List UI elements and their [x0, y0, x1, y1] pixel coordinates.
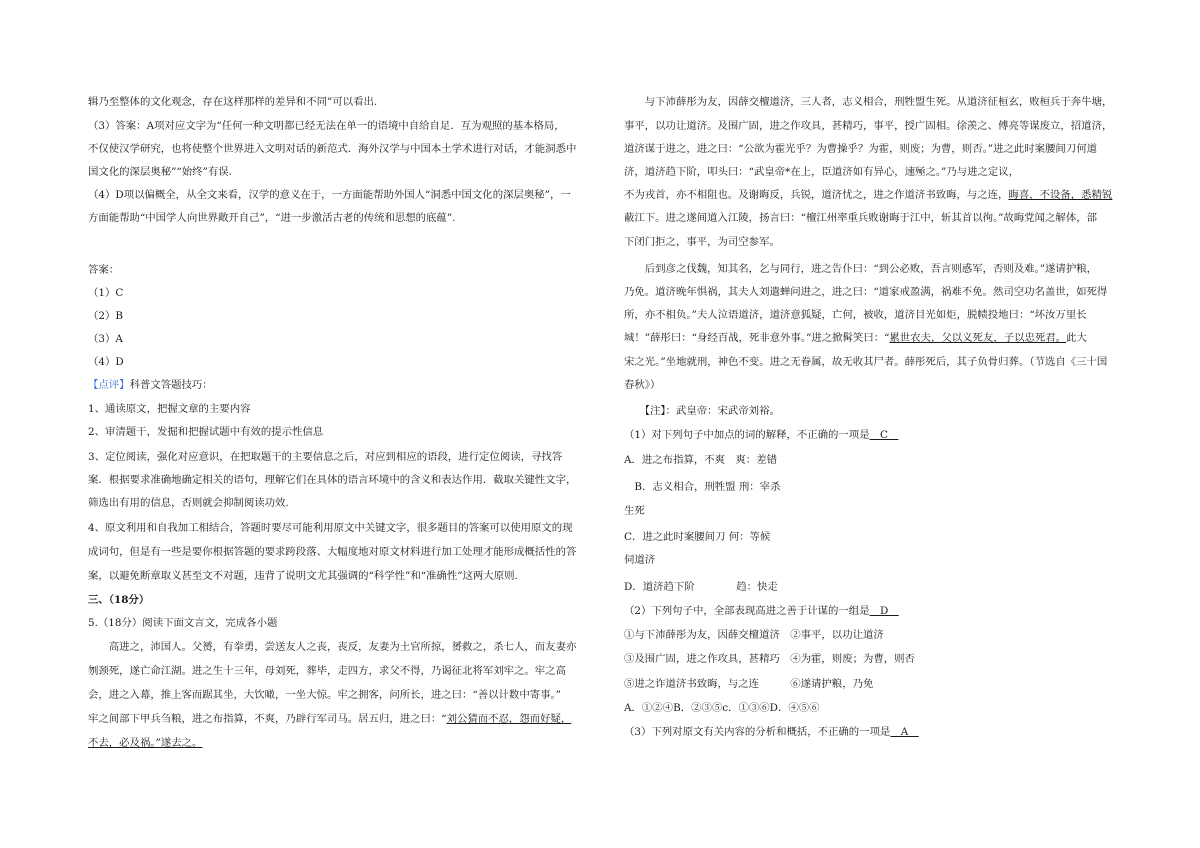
- option-line: B．志义相合，刑牲盟 刑：宰杀: [624, 481, 781, 493]
- option-line: A．进之布指算，不爽 爽：差错: [624, 454, 777, 466]
- text-line: 1、通读原文，把握文章的主要内容: [88, 403, 251, 415]
- comment-line: 【点评】科普文答题技巧：: [88, 379, 213, 391]
- text-line: （3）答案：A项对应文字为“任何一种文明都已经无法在单一的语境中自给自足．互为观照的基本格局，: [88, 120, 565, 132]
- answer-blank: D: [869, 605, 899, 617]
- text-line: 不为戎首，亦不相阻也。及谢晦反，兵锐，道济忧之，进之作道济书致晦，与之连，晦喜，不设备，悉精锐: [624, 189, 1113, 201]
- comment-tag: 【点评】: [88, 379, 130, 391]
- underlined-phrase: 不去，必及祸。”遂去之。: [88, 737, 203, 749]
- text-line: 筛选出有用的信息，否则就会抑制阅读功效.: [88, 497, 289, 509]
- text-line: 案．根据要求准确地确定相关的语句，理解它们在具体的语言环境中的含义和表达作用．截取关键性文字，: [88, 474, 577, 486]
- option-line: 生死: [624, 505, 645, 517]
- text-line: 牢之间部下甲兵刍粮，进之布指算，不爽，乃辟行军司马。居五归，进之曰：“刘公猜而不忍，怨而好疑，: [88, 713, 572, 725]
- text-line: 高进之，沛国人。父赟，有拳勇，尝送友人之丧，丧反，友妻为土官所掠，赟救之，杀七人，而友妻亦: [88, 641, 577, 653]
- underlined-phrase: 累世农夫，父以义死友，子以忠死君。: [889, 332, 1067, 344]
- text-line: 道济谋于进之，进之曰：“公欲为霍光乎？为曹操乎？为霍，则废；为曹，则否。”进之此时案腰间刀何道: [624, 143, 1097, 155]
- option-line: C．进之此时案腰间刀 何：等候: [624, 531, 771, 543]
- text-line: [88, 736, 202, 750]
- question-heading: 5.（18分）阅读下面文言文，完成各小题: [88, 617, 278, 629]
- question-3: （3）下列对原文有关内容的分析和概括，不正确的一项是 A: [624, 726, 919, 738]
- option-line: ⑤进之诈道济书致晦，与之连 ⑥遂请护粮，乃免: [624, 678, 874, 690]
- underlined-phrase: 刘公猜而不忍，怨而好疑，: [446, 713, 572, 725]
- answer-item: （4）D: [88, 356, 124, 368]
- text-line: 方面能帮助“中国学人向世界敞开自己”，“进一步激活古老的传统和思想的底蕴”.: [88, 212, 456, 224]
- text-line: 与下沛薛彤为友，因薛交檀道济，三人者，志义相合，刑牲盟生死。从道济征桓玄，败桓兵于奔牛塘，: [624, 96, 1113, 108]
- option-line: 伺道济: [624, 554, 656, 566]
- answer-heading: 答案：: [88, 264, 120, 276]
- section-heading: 三、（18分）: [88, 594, 150, 606]
- text-line: 刎颈死，遂亡命江湖。进之生十三年，母刘死，葬毕，走四方，求父不得，乃谒征北将军刘牢之。牢之高: [88, 665, 566, 677]
- text-line: 春秋》）: [624, 379, 661, 391]
- text-line: 事平，以功让道济。及围广固，进之作攻具，甚精巧，事平，授广固相。徐羡之、傅亮等谋废立，招道济，: [624, 120, 1113, 132]
- answer-item: （1）C: [88, 287, 124, 299]
- underlined-phrase: 晦喜，不设备，悉精锐: [1008, 189, 1113, 201]
- text-line: 后到彦之伐魏，知其名，乞与同行，进之告仆曰：“到公必败，吾言则惑军，否则及难。”遂请护粮，: [624, 263, 1097, 275]
- option-line: ①与下沛薛彤为友，因薛交檀道济 ②事平，以功让道济: [624, 629, 884, 641]
- text-line: 蔽江下。进之遂间道入江陵，扬言曰：“檀江州率重兵败谢晦于江中，斩其首以徇。”故晦党闻之解体，部: [624, 212, 1097, 224]
- text-line: 城！”薛彤曰：“身经百战，死非意外事。”进之掀髯笑曰：“累世农夫，父以义死友，子以忠死君。此大: [624, 332, 1087, 344]
- text-line: 不仅使汉学研究，也将使整个世界进入文明对话的新范式．海外汉学与中国本土学术进行对话，才能洞悉中: [88, 143, 577, 155]
- option-line: ③及围广固，进之作攻具，甚精巧 ④为霍，则废；为曹，则否: [624, 653, 915, 665]
- text-line: 成词句，但是有一些是要你根据答题的要求跨段落、大幅度地对原文材料进行加工处理才能形成概括性的答: [88, 546, 577, 558]
- note-line: 【注】：武皇帝：宋武帝刘裕。: [624, 405, 780, 417]
- choice-line: A．①②④B．②③⑤c．①③⑥D．④⑤⑥: [624, 702, 820, 714]
- text-line: （4）D项以偏概全，从全文来看，汉学的意义在于，一方面能帮助外国人“洞悉中国文化的深层奥秘”，一: [88, 189, 571, 201]
- text-line: 2、审清题干，发掘和把握试题中有效的提示性信息: [88, 426, 324, 438]
- text-line: 下闭门拒之，事平，为司空参军。: [624, 236, 780, 248]
- text-line: 4、原文利用和自我加工相结合，答题时要尽可能利用原文中关键文字，很多题目的答案可以使用原文的现: [88, 522, 573, 534]
- text-line: 宋之光。”坐地就刑，神色不变。进之无眷属，故无收其尸者。薛彤死后，其子负骨归葬。（节选自《三十国: [624, 356, 1108, 368]
- answer-blank: A: [890, 726, 919, 738]
- question-2: （2）下列句子中，全部表现高进之善于计谋的一组是 D: [624, 605, 899, 617]
- text-line: 会，进之入幕，推上客而踞其坐，大饮噉，一坐大惊。牢之拥客，问所长，进之曰：“善以计数中寄事。”: [88, 689, 561, 701]
- question-1: （1）对下列句子中加点的词的解释，不正确的一项是 C: [624, 429, 899, 441]
- text-line: 案，以避免断章取义甚至文不对题，违背了说明文尤其强调的“科学性”和“准确性”这两大原则.: [88, 570, 518, 582]
- text-line: 国文化的深层奥秘”“始终”有误.: [88, 166, 232, 178]
- option-line: D．道济趋下阶 趋：快走: [624, 581, 778, 593]
- text-line: 济，道济趋下阶，叩头曰：“武皇帝*在上，臣道济如有异心，速殛之。”乃与进之定议，: [624, 166, 1020, 178]
- answer-item: （3）A: [88, 333, 123, 345]
- text-line: 3、定位阅读，强化对应意识，在把取题干的主要信息之后，对应到相应的语段，进行定位阅读，寻找答: [88, 451, 563, 463]
- text-line: 辑乃至整体的文化观念，存在这样那样的差异和不同”可以看出.: [88, 96, 378, 108]
- text-line: 所，亦不相负。”夫人泣语道济，道济意狐疑，亡何，被收，道济目光如炬，脱帻投地曰：“坏汝万里长: [624, 309, 1087, 321]
- answer-item: （2）B: [88, 310, 124, 322]
- text-line: 乃免。道济晚年惧祸，其夫人刘遣蝉问进之，进之曰：“道家戒盈满，祸难不免。然司空功名盖世，如死得: [624, 286, 1108, 298]
- answer-blank: C: [869, 429, 899, 441]
